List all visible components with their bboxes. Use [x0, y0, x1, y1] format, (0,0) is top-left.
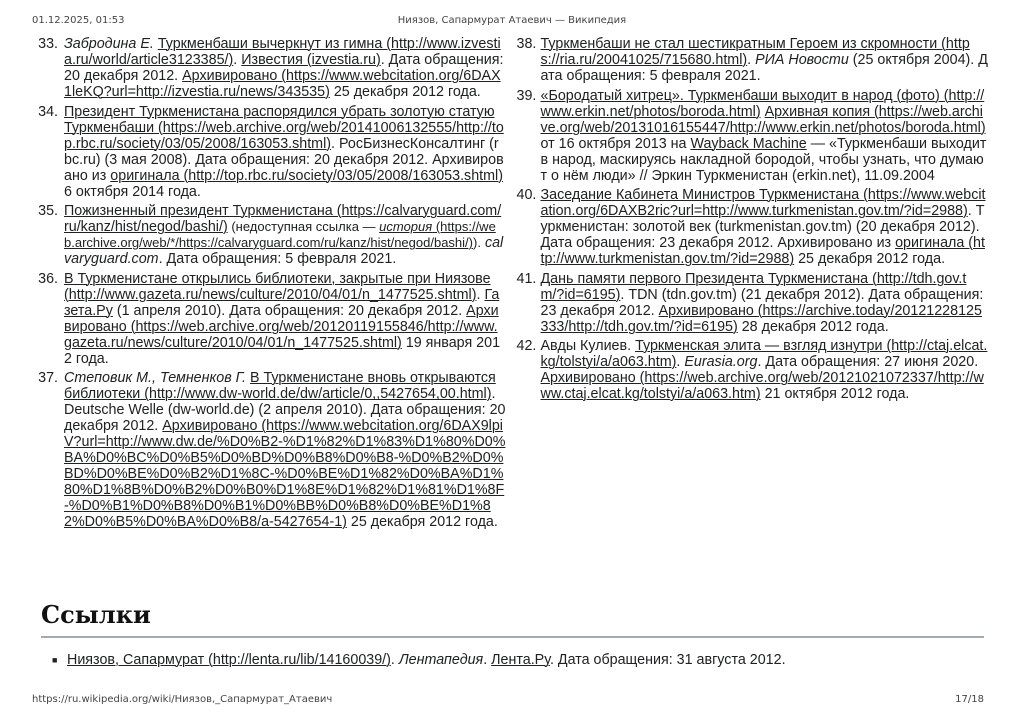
reference-text-part: 25 декабря 2012 года. — [346, 514, 498, 531]
reference-text-part: 6 октября 2014 года. — [64, 183, 201, 200]
reference-text-part: 19 января 2012 года. — [64, 334, 501, 367]
lentapedia-source: Лентапедия — [398, 652, 484, 668]
reference-text — [64, 370, 506, 530]
reference-number: 40. — [516, 187, 537, 204]
reference-text-part: . РосБизнесКонсалтинг (rbc.ru) (3 мая 2008). Дата обращения: 20 декабря 2012. Архивировано из — [64, 135, 504, 184]
reference-text-part: 25 декабря 2012 года. — [329, 84, 481, 100]
reference-number: 39. — [516, 87, 537, 104]
reference-text-part: 21 октября 2012 года. — [760, 386, 910, 403]
reference-item — [517, 338, 989, 402]
reference-text — [64, 271, 506, 367]
print-url: https://ru.wikipedia.org/wiki/Ниязов,_Сапармурат_Атаевич — [32, 694, 333, 705]
reference-text — [64, 203, 506, 267]
reference-text-part: . Дата обращения: 27 июня 2020. — [757, 354, 979, 371]
reference-archive-link[interactable]: Архивировано (https://web.archive.org/web/20120119155846/http://www.gazeta.ru/news/culture/2010/04/01/n_1477525.shtml) — [64, 302, 499, 351]
reference-link[interactable]: Туркменбаши вычеркнут из гимна (http://www.izvestia.ru/world/article3123385/) — [64, 36, 501, 68]
reference-text-part: . Дата обращения: 20 декабря 2012. — [64, 52, 504, 84]
reference-link[interactable]: В Туркменистане открылись библиотеки, закрытые при Ниязове (http://www.gazeta.ru/news/culture/2010/04/01/n_1477525.shtml) — [64, 270, 491, 303]
references-column-left — [34, 36, 506, 534]
reference-number: 41. — [516, 270, 537, 287]
reference-author: Забродина Е. — [64, 36, 154, 52]
reference-author: Авды Кулиев. — [540, 338, 632, 355]
reference-text-part: (25 октября 2004). Дата обращения: 5 февраля 2021. — [540, 52, 988, 84]
history-link[interactable]: история — [379, 219, 433, 235]
reference-text-part: . Туркменистан: золотой век (turkmenistan.gov.tm) (20 декабря 2012). Дата обращения: 23 декабря 2012. Архивировано из — [540, 203, 985, 252]
reference-link[interactable]: Дань памяти первого Президента Туркменистана (http://tdh.gov.tm/?id=6195) — [540, 270, 967, 303]
lenta-link[interactable]: Ниязов, Сапармурат (http://lenta.ru/lib/14160039/) — [67, 652, 391, 668]
reference-source: РИА Новости — [755, 52, 849, 68]
reference-source-link[interactable]: Газета.Ру — [64, 286, 500, 319]
reference-text — [64, 36, 506, 100]
reference-text — [541, 36, 989, 84]
reference-text-part: от 16 октября 2013 на — [540, 135, 691, 152]
reference-item — [34, 271, 506, 367]
reference-link[interactable]: Туркменская элита — взгляд изнутри (http://ctaj.elcat.kg/tolstyi/a/a063.htm) — [540, 338, 988, 371]
reference-text-part: . — [747, 52, 756, 68]
reference-archive-link[interactable]: Архивировано (https://web.archive.org/web/20121021072337/http://www.ctaj.elcat.kg/tolstyi/a/a063.htm) — [540, 370, 984, 403]
reference-source: Eurasia.org — [684, 354, 758, 371]
dead-link-note: (недоступная ссылка — — [227, 219, 380, 235]
reference-text-part: . — [233, 52, 242, 68]
reference-text-part: (1 апреля 2010). Дата обращения: 20 декабря 2012. — [112, 302, 467, 319]
dead-link-note-end: ). — [473, 235, 481, 251]
references-column-right — [517, 36, 989, 534]
reference-number: 37. — [38, 370, 58, 387]
reference-site: calvaryguard.com — [64, 235, 504, 268]
reference-text — [541, 338, 989, 402]
link-text-part: . — [483, 652, 492, 668]
list-item — [52, 651, 984, 669]
reference-number: 35. — [38, 203, 58, 220]
lenta-site-link[interactable]: Лента.Ру — [491, 652, 550, 668]
reference-item — [517, 36, 989, 84]
reference-link[interactable]: Президент Туркменистана распорядился убрать золотую статую Туркменбаши (https://web.archive.org/web/20141006132555/http://top.rbc.ru/society/03/05/2008/163053.shtml) — [64, 103, 504, 152]
reference-text-part: 25 декабря 2012 года. — [794, 251, 946, 268]
reference-item — [34, 203, 506, 267]
reference-original-link[interactable]: оригинала (http://www.turkmenistan.gov.tm/?id=2988) — [540, 235, 985, 268]
link-item-text — [67, 651, 786, 669]
reference-item — [517, 271, 989, 335]
links-list — [52, 651, 984, 669]
reference-archive-link[interactable]: Архивная копия (https://web.archive.org/web/20131016155447/http://www.erkin.net/photos/boroda.html) — [540, 103, 986, 136]
reference-text — [541, 187, 989, 267]
reference-link[interactable]: В Туркменистане вновь открываются библиотеки (http://www.dw-world.de/dw/article/0,,5427654,00.html) — [64, 370, 496, 403]
reference-text-part: . — [676, 354, 685, 371]
reference-link[interactable]: «Бородатый хитрец». Туркменбаши выходит в народ (фото) (http://www.erkin.net/photos/boroda.html) — [540, 87, 985, 120]
reference-number: 42. — [516, 338, 537, 355]
page-number: 17/18 — [955, 694, 984, 705]
link-text-part: . — [390, 652, 399, 668]
reference-archive-link[interactable]: Архивировано (https://archive.today/20121228125333/http://tdh.gov.tm/?id=6195) — [540, 302, 982, 335]
bullet-icon: ■ — [52, 655, 58, 665]
print-page-title: Ниязов, Сапармурат Атаевич — Википедия — [397, 15, 627, 26]
print-footer — [32, 694, 984, 708]
reference-item — [517, 88, 989, 184]
reference-source-link[interactable]: Известия (izvestia.ru) — [241, 52, 381, 68]
link-text-part: . Дата обращения: 31 августа 2012. — [549, 652, 786, 668]
print-header — [32, 15, 992, 29]
reference-text-part: . — [476, 286, 485, 303]
reference-text — [64, 104, 506, 200]
reference-number: 36. — [38, 270, 58, 287]
reference-original-link[interactable]: оригинала (http://top.rbc.ru/society/03/05/2008/163053.shtml) — [110, 167, 503, 184]
reference-number: 33. — [38, 36, 58, 52]
reference-number: 34. — [38, 103, 58, 120]
reference-text-part: . TDN (tdn.gov.tm) (21 декабря 2012). Дата обращения: 23 декабря 2012. — [540, 286, 984, 319]
wayback-machine-link[interactable]: Wayback Machine — [690, 135, 807, 152]
reference-author: Степовик М., Темненков Г. — [64, 370, 246, 387]
reference-item — [34, 36, 506, 100]
reference-text-part: . Дата обращения: 5 февраля 2021. — [158, 251, 397, 268]
reference-item — [34, 370, 506, 530]
print-datetime: 01.12.2025, 01:53 — [32, 15, 125, 26]
reference-text — [541, 88, 989, 184]
reference-link[interactable]: Заседание Кабинета Министров Туркменистана (https://www.webcitation.org/6DAXB2ric?url=http://www.turkmenistan.gov.tm/?id=2988) — [540, 187, 986, 220]
reference-archive-link[interactable]: Архивировано (https://www.webcitation.org/6DAX1leKQ?url=http://izvestia.ru/news/343535) — [64, 68, 501, 100]
reference-item — [34, 104, 506, 200]
references-list — [34, 36, 988, 534]
reference-text — [541, 271, 989, 335]
reference-text-part: 28 декабря 2012 года. — [737, 318, 889, 335]
reference-archive-link[interactable]: Архивировано (https://www.webcitation.org/6DAX9lpiV?url=http://www.dw.de/%D0%B2-%D1%82%D1%83%D1%80%D0%BA%D0%BC%D0%B5%D0%BD%D0%B8%D0%B8-%D0%B2%D0%BD%D0%BE%D0%B2%D1%8C-%D0%BE%D1%82%D0%BA%D1%80%D1%8B%D0%B2%D0%B0%D1%8E%D1%82%D1%81%D1%8F-%D0%B1%D0%B8%D0%B1%D0%BB%D0%B8%D0%BE%D1%82%D0%B5%D0%BA%D0%B8/a-5427654-1) — [64, 418, 506, 531]
reference-text-part: . Deutsche Welle (dw-world.de) (2 апреля 2010). Дата обращения: 20 декабря 2012. — [64, 386, 506, 435]
reference-text-part: — «Туркменбаши выходит в народ, маскируясь накладной бородой, чтобы узнать, что думают о нём люди» // Эркин Туркменистан (erkin.net), 11.09.2004 — [540, 135, 987, 184]
reference-item — [517, 187, 989, 267]
links-section-heading: Ссылки — [41, 600, 984, 638]
reference-link[interactable]: Пожизненный президент Туркменистана (https://calvaryguard.com/ru/kanz/hist/negod/bashi/) — [64, 203, 502, 236]
history-url-link[interactable]: (https://web.archive.org/web/*/https://calvaryguard.com/ru/kanz/hist/negod/bashi/) — [64, 219, 496, 251]
reference-number: 38. — [516, 36, 537, 52]
reference-link[interactable]: Туркменбаши не стал шестикратным Героем из скромности (https://ria.ru/20041025/715680.html) — [540, 36, 970, 68]
